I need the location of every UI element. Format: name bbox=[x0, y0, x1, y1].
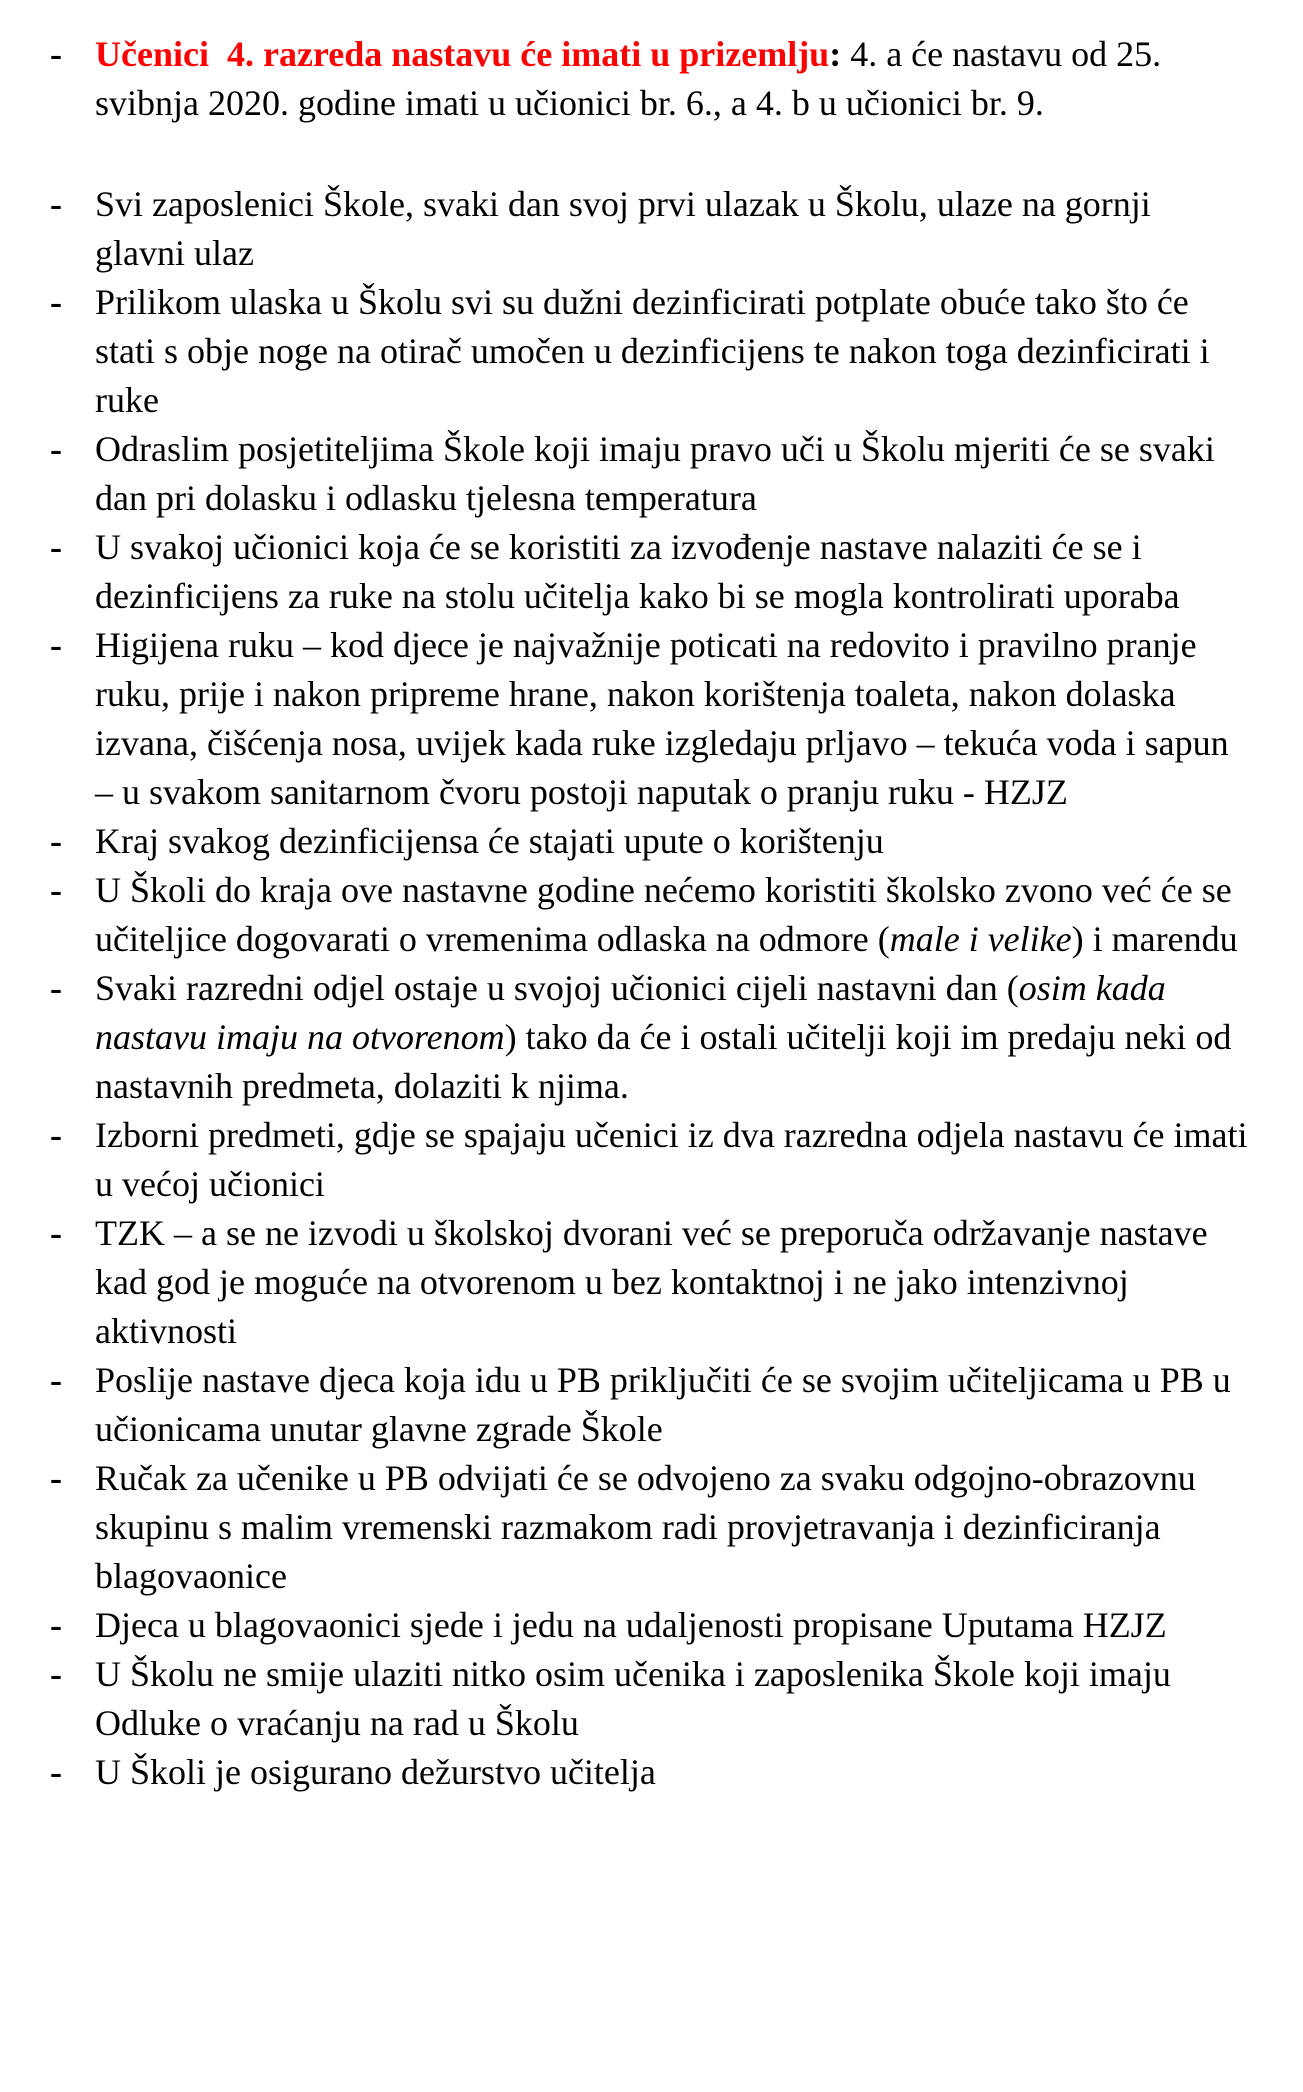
item-text bbox=[95, 1752, 656, 1792]
dash-bullet: - bbox=[50, 968, 62, 1008]
item-text bbox=[95, 282, 1219, 420]
list-item bbox=[50, 1209, 1248, 1356]
item-text bbox=[95, 625, 1238, 812]
text-run: Higijena ruku – kod djece je najvažnije poticati na redovito i pravilno pranje ruku, prije i nakon pripreme hrane, nakon korištenja toaleta, nakon dolaska izvana, čišćenja nosa, uvijek kada ruke izgledaju prljavo – tekuća voda i sapun – u svakom sanitarnom čvoru postoji naputak o pranju ruku - HZJZ bbox=[95, 625, 1238, 812]
dash-bullet: - bbox=[50, 1654, 62, 1694]
text-run: U Školi je osigurano dežurstvo učitelja bbox=[95, 1752, 656, 1792]
list-item bbox=[50, 1356, 1248, 1454]
item-text bbox=[95, 1360, 1240, 1449]
list-item bbox=[50, 30, 1248, 128]
list-item bbox=[50, 621, 1248, 817]
text-run: 4. a će nastavu od 25. svibnja 2020. godine imati u učionici br. 6., a 4. b u učionici br. 9. bbox=[95, 34, 1171, 123]
list-item bbox=[50, 1601, 1248, 1650]
text-run: Svi zaposlenici Škole, svaki dan svoj prvi ulazak u Školu, ulaze na gornji glavni ulaz bbox=[95, 184, 1160, 273]
dash-bullet: - bbox=[50, 429, 62, 469]
text-run: TZK – a se ne izvodi u školskoj dvorani već se preporuča održavanje nastave kad god je moguće na otvorenom u bez kontaktnoj i ne jako intenzivnoj aktivnosti bbox=[95, 1213, 1217, 1351]
text-run: Kraj svakog dezinficijensa će stajati upute o korištenju bbox=[95, 821, 884, 861]
dash-bullet: - bbox=[50, 1752, 62, 1792]
dash-bullet: - bbox=[50, 184, 62, 224]
text-run: Učenici 4. razreda nastavu će imati u prizemlju bbox=[95, 34, 830, 74]
list-item bbox=[50, 866, 1248, 964]
item-text bbox=[95, 1654, 1180, 1743]
text-run: Odraslim posjetiteljima Škole koji imaju pravo uči u Školu mjeriti će se svaki dan pri dolasku i odlasku tjelesna temperatura bbox=[95, 429, 1224, 518]
text-run: osim kada nastavu imaju na otvorenom bbox=[95, 968, 1175, 1057]
text-run: Poslije nastave djeca koja idu u PB priključiti će se svojim učiteljicama u PB u učionicama unutar glavne zgrade Škole bbox=[95, 1360, 1240, 1449]
dash-bullet: - bbox=[50, 625, 62, 665]
item-text bbox=[95, 968, 1240, 1106]
item-text bbox=[95, 184, 1160, 273]
list-item bbox=[50, 1111, 1257, 1209]
dash-bullet: - bbox=[50, 1360, 62, 1400]
dash-bullet: - bbox=[50, 34, 62, 74]
text-run: Prilikom ulaska u Školu svi su dužni dezinficirati potplate obuće tako što će stati s obje noge na otirač umočen u dezinficijens te nakon toga dezinficirati i ruke bbox=[95, 282, 1219, 420]
list-item bbox=[50, 964, 1248, 1111]
dash-bullet: - bbox=[50, 1458, 62, 1498]
text-run: U Školu ne smije ulaziti nitko osim učenika i zaposlenika Škole koji imaju Odluke o vraćanju na rad u Školu bbox=[95, 1654, 1180, 1743]
dash-bullet: - bbox=[50, 1115, 62, 1155]
dash-bullet: - bbox=[50, 870, 62, 910]
dash-bullet: - bbox=[50, 821, 62, 861]
item-text bbox=[95, 429, 1224, 518]
item-text bbox=[95, 1458, 1205, 1596]
item-text bbox=[95, 870, 1241, 959]
text-run: U svakoj učionici koja će se koristiti za izvođenje nastave nalaziti će se i dezinficijens za ruke na stolu učitelja kako bi se mogla kontrolirati uporaba bbox=[95, 527, 1180, 616]
list-item bbox=[50, 425, 1248, 523]
text-run: ) tako da će i ostali učitelji koji im predaju neki od nastavnih predmeta, dolaziti k njima. bbox=[95, 1017, 1241, 1106]
item-text bbox=[95, 34, 1170, 123]
dash-bullet: - bbox=[50, 1213, 62, 1253]
item-text bbox=[95, 1605, 1167, 1645]
list-item bbox=[50, 523, 1248, 621]
list-item bbox=[50, 1454, 1248, 1601]
text-run: U Školi do kraja ove nastavne godine nećemo koristiti školsko zvono već će se učiteljice dogovarati o vremenima odlaska na odmore ( bbox=[95, 870, 1241, 959]
dash-bullet: - bbox=[50, 527, 62, 567]
list-item bbox=[50, 1748, 1248, 1797]
text-run: ) i marendu bbox=[1071, 919, 1238, 959]
list-item bbox=[50, 180, 1248, 278]
item-text bbox=[95, 1115, 1257, 1204]
text-run: male i velike bbox=[889, 919, 1072, 959]
dash-bullet: - bbox=[50, 1605, 62, 1645]
text-run: Svaki razredni odjel ostaje u svojoj učionici cijeli nastavni dan ( bbox=[95, 968, 1019, 1008]
list-item bbox=[50, 278, 1248, 425]
item-text bbox=[95, 527, 1180, 616]
item-text bbox=[95, 1213, 1217, 1351]
list-item bbox=[50, 817, 1248, 866]
item-text bbox=[95, 821, 884, 861]
text-run: Djeca u blagovaonici sjede i jedu na udaljenosti propisane Uputama HZJZ bbox=[95, 1605, 1167, 1645]
list-item bbox=[50, 1650, 1248, 1748]
text-run: : bbox=[829, 34, 842, 74]
text-run: Ručak za učenike u PB odvijati će se odvojeno za svaku odgojno-obrazovnu skupinu s malim vremenski razmakom radi provjetravanja i dezinficiranja blagovaonice bbox=[95, 1458, 1205, 1596]
text-run: Izborni predmeti, gdje se spajaju učenici iz dva razredna odjela nastavu će imati u većoj učionici bbox=[95, 1115, 1257, 1204]
dash-bullet: - bbox=[50, 282, 62, 322]
